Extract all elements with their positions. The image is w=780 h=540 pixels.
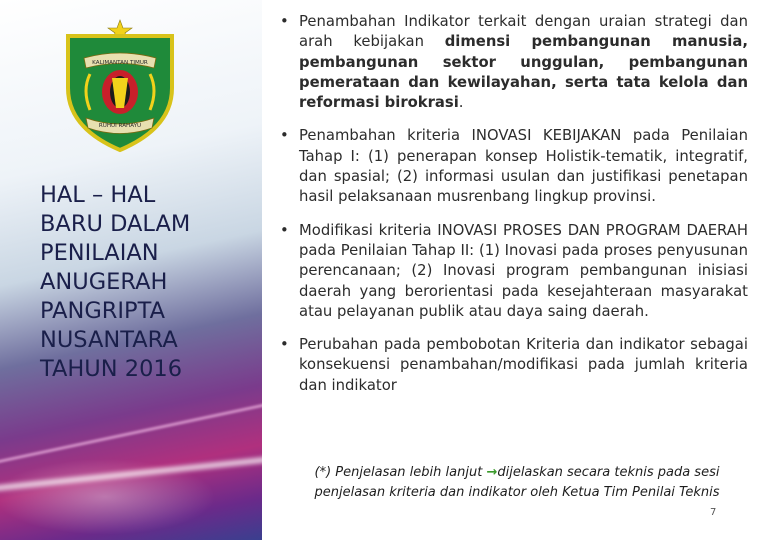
footnote [282,463,752,503]
section-title-line: PANGRIPTA [40,298,166,324]
left-panel [0,0,262,540]
section-title [40,181,255,384]
emblem-bottom-text: RUHUI RAHAYU [98,123,142,129]
bullet-dot: • [280,221,289,239]
province-emblem-icon [60,18,190,153]
bullet-item [280,12,748,113]
bullet-text: Modifikasi kriteria INOVASI PROSES DAN PROGRAM DAERAH pada Penilaian Tahap II: (1) Inovasi pada proses penyusunan perencanaan; (2) Inovasi program pembangunan inisiasi daerah yang berorientasi pada kesejahteraan masyarakat atau pelayanan publik atau daya saing daerah. [299,221,748,320]
emblem-top-text: KALIMANTAN TIMUR [92,60,148,66]
section-title-line: PENILAIAN [40,240,159,266]
bullet-item [280,335,748,396]
section-title-line: NUSANTARA [40,327,178,353]
footnote-prefix: (*) Penjelasan lebih lanjut [314,465,487,480]
footnote-suffix: dijelaskan secara teknis pada sesi penjelasan kriteria dan indikator oleh Ketua Tim Penilai Teknis [314,465,720,500]
bullet-dot: • [280,13,289,30]
page-number: 7 [710,507,717,518]
section-title-line: HAL – HAL [40,182,156,208]
bullet-item [280,221,748,322]
decorative-glow [0,451,262,495]
bullet-list [280,12,748,396]
bullet-dot: • [280,127,289,145]
section-title-line: ANUGERAH [40,269,168,295]
bullet-item [280,126,748,207]
decorative-glow [0,393,262,471]
section-title-line: BARU DALAM [40,211,191,237]
arrow-right-icon: → [486,465,498,480]
bullet-text: Penambahan Indikator terkait dengan uraian strategi dan arah kebijakan [299,13,748,51]
bullet-text: Penambahan kriteria INOVASI KEBIJAKAN pada Penilaian Tahap I: (1) penerapan konsep Holistik-tematik, integratif, dan spasial; (2) informasi usulan dan justifikasi penetapan hasil pelaksanaan musrenbang lingkup provinsi. [299,127,748,206]
bullet-bold-text: dimensi pembangunan manusia, pembangunan sektor unggulan, pembangunan pemerataan dan kewilayahan, serta tata kelola dan reformasi birokrasi [299,33,748,112]
content-area [280,12,748,409]
bullet-text: Perubahan pada pembobotan Kriteria dan indikator sebagai konsekuensi penambahan/modifikasi pada jumlah kriteria dan indikator [299,336,748,394]
bullet-tail: . [458,94,464,112]
section-title-line: TAHUN 2016 [40,356,183,382]
bullet-dot: • [280,336,289,354]
